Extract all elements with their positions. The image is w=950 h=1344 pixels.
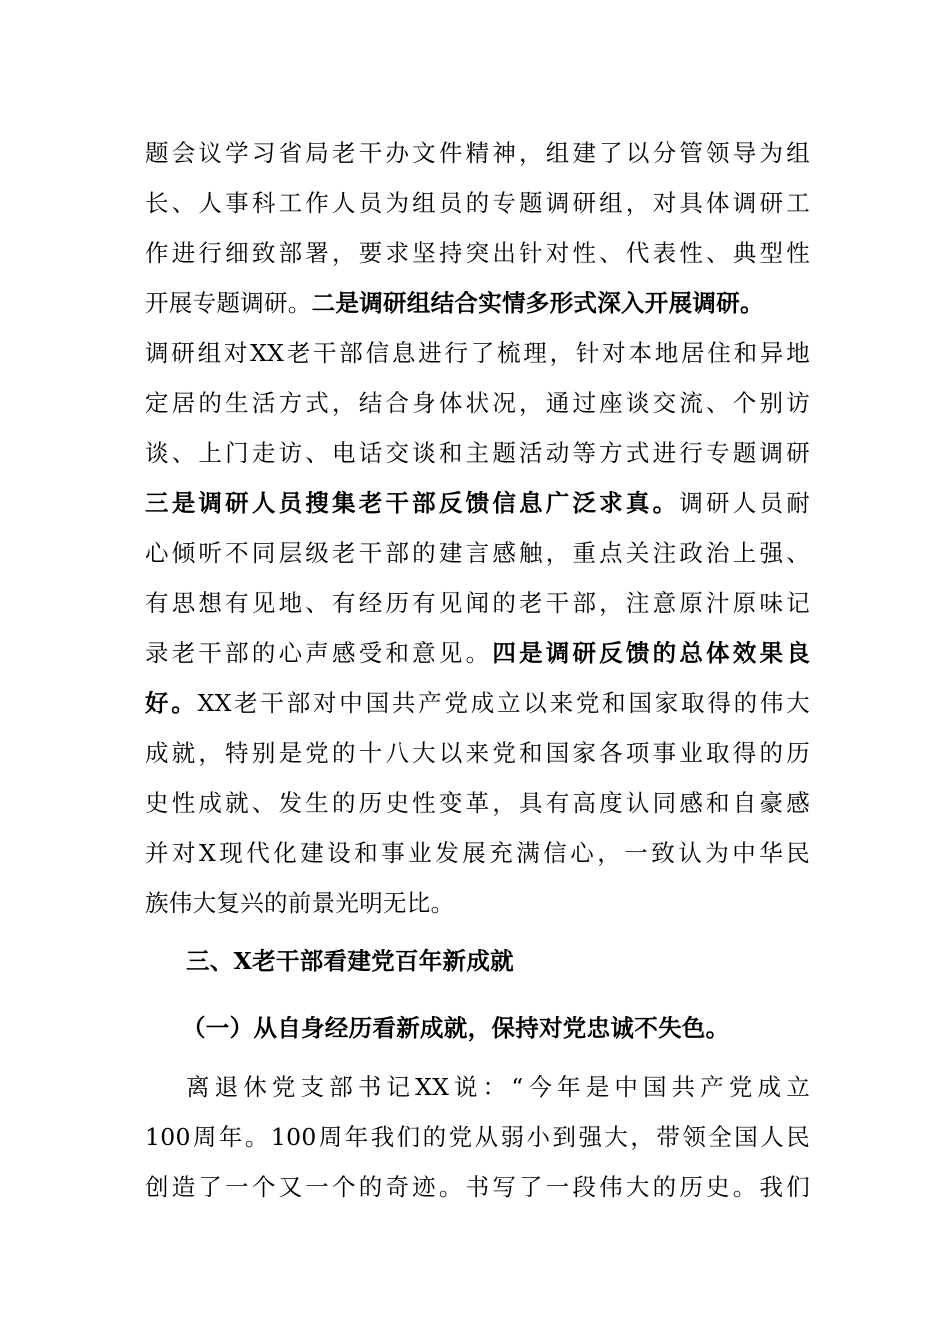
bold-point-4: 四是调研反馈的总体效果良 [492, 639, 810, 667]
bold-point-2: 二是调研组结合实情多形式深入开展调研。 [311, 289, 764, 317]
text-line: 离退休党支部书记XX说：“今年是中国共产党成立 [186, 1073, 810, 1101]
text-line: 创造了一个又一个的奇迹。书写了一段伟大的历史。我们 [145, 1173, 810, 1201]
text-line [145, 288, 825, 318]
text-line [145, 688, 810, 718]
bold-point-4-end: 好。 [145, 689, 198, 717]
text-line: 有思想有见地、有经历有见闻的老干部，注意原汁原味记 [145, 589, 810, 617]
text-line: 题会议学习省局老干办文件精神，组建了以分管领导为组 [145, 139, 810, 167]
text-line: 族伟大复兴的前景光明无比。 [145, 889, 455, 917]
text-line: 长、人事科工作人员为组员的专题调研组，对具体调研工 [145, 189, 810, 217]
normal-text: XX老干部对中国共产党成立以来党和国家取得的伟大 [197, 689, 810, 717]
normal-text: 录老干部的心声感受和意见。 [145, 639, 493, 667]
normal-text: 开展专题调研。 [145, 289, 312, 317]
text-line: 作进行细致部署，要求坚持突出针对性、代表性、典型性 [145, 239, 810, 267]
bold-point-3: 三是调研人员搜集老干部反馈信息广泛求真。 [145, 489, 680, 517]
text-line: 成就，特别是党的十八大以来党和国家各项事业取得的历 [145, 739, 810, 767]
text-line: 100周年。100周年我们的党从弱小到强大，带领全国人民 [145, 1123, 810, 1151]
text-line: 谈、上门走访、电话交谈和主题活动等方式进行专题调研 [145, 439, 810, 467]
text-line: 心倾听不同层级老干部的建言感触，重点关注政治上强、 [145, 539, 810, 567]
text-line [145, 638, 810, 668]
normal-text: 调研人员耐 [679, 489, 811, 517]
text-line: 定居的生活方式，结合身体状况，通过座谈交流、个别访 [145, 389, 810, 417]
text-line: 史性成就、发生的历史性变革，具有高度认同感和自豪感 [145, 789, 810, 817]
text-line: 调研组对XX老干部信息进行了梳理，针对本地居住和异地 [145, 339, 810, 367]
subsection-heading: （一）从自身经历看新成就，保持对党忠诚不失色。 [182, 1014, 730, 1042]
section-heading: 三、X老干部看建党百年新成就 [186, 947, 514, 975]
text-line [145, 488, 810, 518]
text-line: 并对X现代化建设和事业发展充满信心，一致认为中华民 [145, 839, 810, 867]
